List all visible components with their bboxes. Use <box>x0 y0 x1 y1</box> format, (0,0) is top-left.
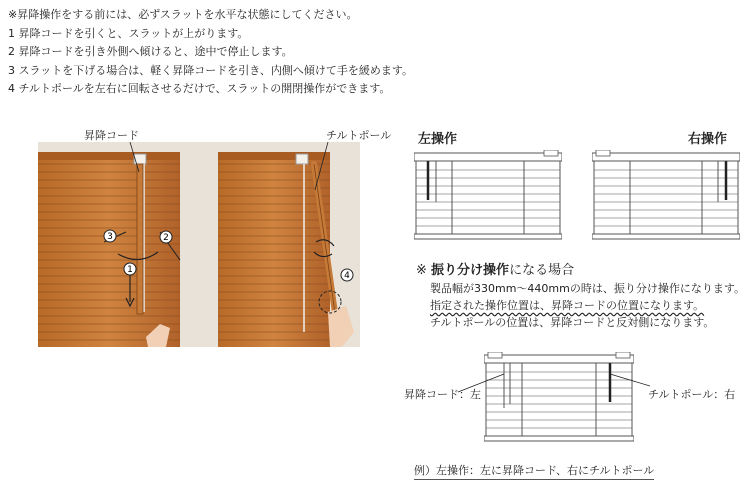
instruction-step-2: 2 昇降コードを引き外側へ傾けると、途中で停止します。 <box>8 45 293 58</box>
step-3-marker: 3 <box>107 232 113 242</box>
step-4-marker: 4 <box>344 271 350 281</box>
cord-label: 昇降コード <box>84 129 139 142</box>
left-operation-diagram <box>414 150 562 246</box>
note-line-1: 製品幅が330mm〜440mmの時は、振り分け操作になります。 <box>430 282 745 295</box>
right-operation-diagram <box>592 150 740 246</box>
note-line-2: 指定された操作位置は、昇降コードの位置になります。 <box>430 299 705 312</box>
split-operation-note-title <box>416 259 574 278</box>
instruction-step-1: 1 昇降コードを引くと、スラットが上がります。 <box>8 26 249 40</box>
note-suffix: になる場合 <box>509 263 575 278</box>
tilt-pole-label: チルトポール <box>326 129 392 142</box>
cord-operation-photo <box>38 142 218 347</box>
instructions <box>8 6 413 99</box>
note-line-3: チルトポールの位置は、昇降コードと反対側になります。 <box>430 316 715 329</box>
note-prefix: ※ <box>416 263 427 278</box>
note-bold: 振り分け操作 <box>431 263 510 278</box>
tilt-operation-photo <box>218 142 360 347</box>
split-cord-label: 昇降コード：左 <box>404 388 481 401</box>
step-1-marker: 1 <box>127 265 133 275</box>
right-operation-heading: 右操作 <box>688 132 728 147</box>
split-pole-label: チルトポール：右 <box>648 388 736 401</box>
example-caption: 例）左操作：左に昇降コード、右にチルトポール <box>414 462 654 480</box>
step-2-marker: 2 <box>163 233 169 243</box>
instruction-step-3: 3 スラットを下げる場合は、軽く昇降コードを引き、内側へ傾けて手を緩めます。 <box>8 63 413 77</box>
instruction-step-4: 4 チルトポールを左右に回転させるだけで、スラットの開閉操作ができます。 <box>8 82 391 95</box>
left-operation-heading: 左操作 <box>418 132 458 147</box>
instruction-note: ※昇降操作をする前には、必ずスラットを水平な状態にしてください。 <box>8 8 358 21</box>
